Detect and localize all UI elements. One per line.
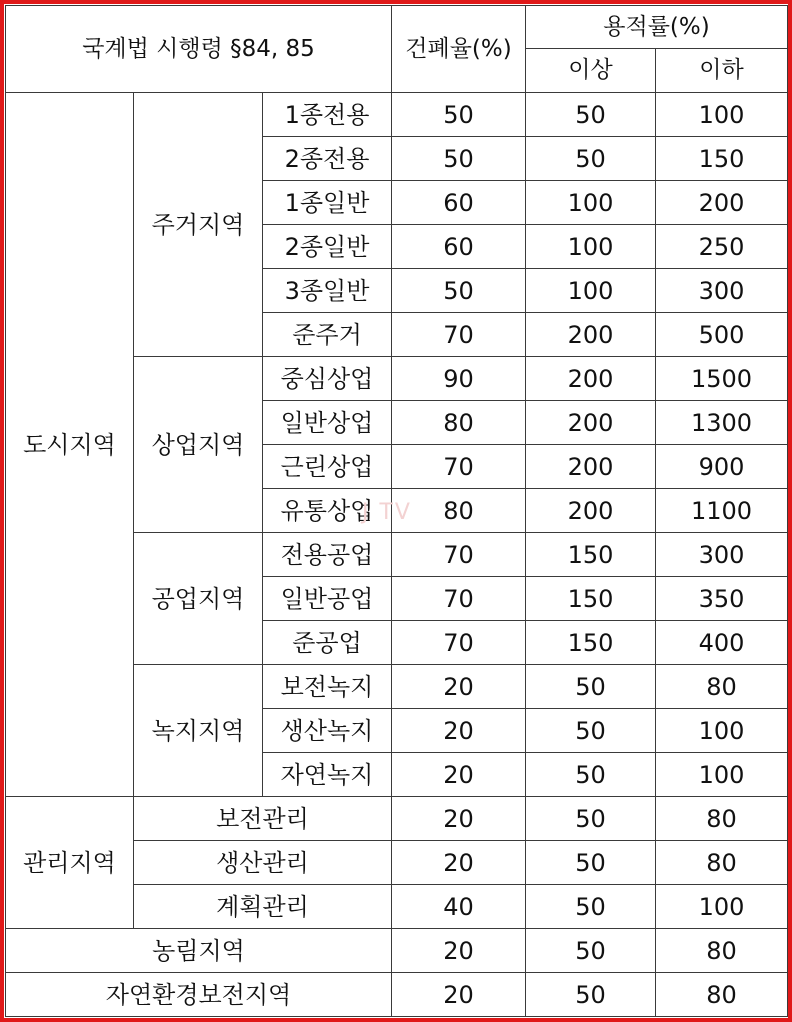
header-row — [6, 6, 788, 49]
zone-name: 2종전용 — [263, 137, 392, 181]
far-min-value: 50 — [526, 973, 656, 1017]
bcr-value: 80 — [392, 401, 526, 445]
bcr-value: 70 — [392, 621, 526, 665]
far-min-value: 150 — [526, 621, 656, 665]
far-max-value: 1500 — [656, 357, 788, 401]
industrial-zone-label: 공업지역 — [134, 533, 263, 665]
bcr-value: 20 — [392, 753, 526, 797]
far-min-value: 50 — [526, 137, 656, 181]
far-max-header: 이하 — [656, 49, 788, 93]
green-zone-label: 녹지지역 — [134, 665, 263, 797]
far-max-value: 80 — [656, 665, 788, 709]
far-min-value: 200 — [526, 445, 656, 489]
zoning-ratio-table — [5, 5, 788, 1017]
zone-name: 3종일반 — [263, 269, 392, 313]
far-max-value: 900 — [656, 445, 788, 489]
far-min-value: 50 — [526, 885, 656, 929]
zone-name: 전용공업 — [263, 533, 392, 577]
bcr-value: 70 — [392, 533, 526, 577]
zone-name: 1종전용 — [263, 93, 392, 137]
zone-name: 1종일반 — [263, 181, 392, 225]
far-min-value: 100 — [526, 225, 656, 269]
bcr-value: 20 — [392, 709, 526, 753]
watermark: J TV — [362, 500, 412, 525]
far-max-value: 100 — [656, 709, 788, 753]
table-row — [6, 797, 788, 841]
bcr-value: 70 — [392, 445, 526, 489]
residential-zone-label: 주거지역 — [134, 93, 263, 357]
bcr-value: 20 — [392, 929, 526, 973]
far-min-value: 200 — [526, 313, 656, 357]
far-max-value: 400 — [656, 621, 788, 665]
zone-name: 중심상업 — [263, 357, 392, 401]
far-min-value: 100 — [526, 181, 656, 225]
far-min-value: 150 — [526, 533, 656, 577]
nature-zone-label: 자연환경보전지역 — [6, 973, 392, 1017]
bcr-value: 80 — [392, 489, 526, 533]
table-row — [6, 973, 788, 1017]
bcr-value: 20 — [392, 665, 526, 709]
far-min-value: 50 — [526, 753, 656, 797]
management-zone-label: 관리지역 — [6, 797, 134, 929]
table-title: 국계법 시행령 §84, 85 — [6, 6, 392, 93]
far-max-value: 100 — [656, 885, 788, 929]
far-header: 용적률(%) — [526, 6, 788, 49]
bcr-header: 건폐율(%) — [392, 6, 526, 93]
far-max-value: 100 — [656, 753, 788, 797]
agricultural-zone-label: 농림지역 — [6, 929, 392, 973]
far-max-value: 350 — [656, 577, 788, 621]
zone-name: 준주거 — [263, 313, 392, 357]
bcr-value: 50 — [392, 93, 526, 137]
bcr-value: 90 — [392, 357, 526, 401]
far-min-value: 50 — [526, 841, 656, 885]
zone-name: 보전관리 — [134, 797, 392, 841]
far-min-value: 150 — [526, 577, 656, 621]
commercial-zone-label: 상업지역 — [134, 357, 263, 533]
bcr-value: 20 — [392, 797, 526, 841]
bcr-value: 40 — [392, 885, 526, 929]
far-min-value: 50 — [526, 709, 656, 753]
zone-name: 자연녹지 — [263, 753, 392, 797]
bcr-value: 50 — [392, 269, 526, 313]
far-max-value: 1100 — [656, 489, 788, 533]
zone-name: 일반상업 — [263, 401, 392, 445]
far-max-value: 80 — [656, 973, 788, 1017]
bcr-value: 70 — [392, 577, 526, 621]
bcr-value: 20 — [392, 841, 526, 885]
far-max-value: 250 — [656, 225, 788, 269]
far-min-header: 이상 — [526, 49, 656, 93]
zone-name: 2종일반 — [263, 225, 392, 269]
zone-name: 일반공업 — [263, 577, 392, 621]
zone-name: 근린상업 — [263, 445, 392, 489]
zone-name: 준공업 — [263, 621, 392, 665]
far-min-value: 50 — [526, 665, 656, 709]
zone-name: 유통상업 — [263, 489, 392, 533]
far-max-value: 80 — [656, 797, 788, 841]
table-row — [6, 929, 788, 973]
bcr-value: 50 — [392, 137, 526, 181]
far-min-value: 200 — [526, 357, 656, 401]
far-min-value: 50 — [526, 93, 656, 137]
table-row — [6, 93, 788, 137]
far-max-value: 300 — [656, 269, 788, 313]
zone-name: 생산녹지 — [263, 709, 392, 753]
bcr-value: 70 — [392, 313, 526, 357]
far-max-value: 80 — [656, 841, 788, 885]
zone-name: 생산관리 — [134, 841, 392, 885]
zone-name: 보전녹지 — [263, 665, 392, 709]
bcr-value: 60 — [392, 225, 526, 269]
city-zone-label: 도시지역 — [6, 93, 134, 797]
far-min-value: 50 — [526, 797, 656, 841]
far-max-value: 500 — [656, 313, 788, 357]
far-max-value: 150 — [656, 137, 788, 181]
far-max-value: 300 — [656, 533, 788, 577]
far-max-value: 100 — [656, 93, 788, 137]
far-max-value: 200 — [656, 181, 788, 225]
far-max-value: 80 — [656, 929, 788, 973]
far-min-value: 200 — [526, 401, 656, 445]
bcr-value: 20 — [392, 973, 526, 1017]
far-min-value: 200 — [526, 489, 656, 533]
far-max-value: 1300 — [656, 401, 788, 445]
far-min-value: 50 — [526, 929, 656, 973]
zone-name: 계획관리 — [134, 885, 392, 929]
far-min-value: 100 — [526, 269, 656, 313]
bcr-value: 60 — [392, 181, 526, 225]
